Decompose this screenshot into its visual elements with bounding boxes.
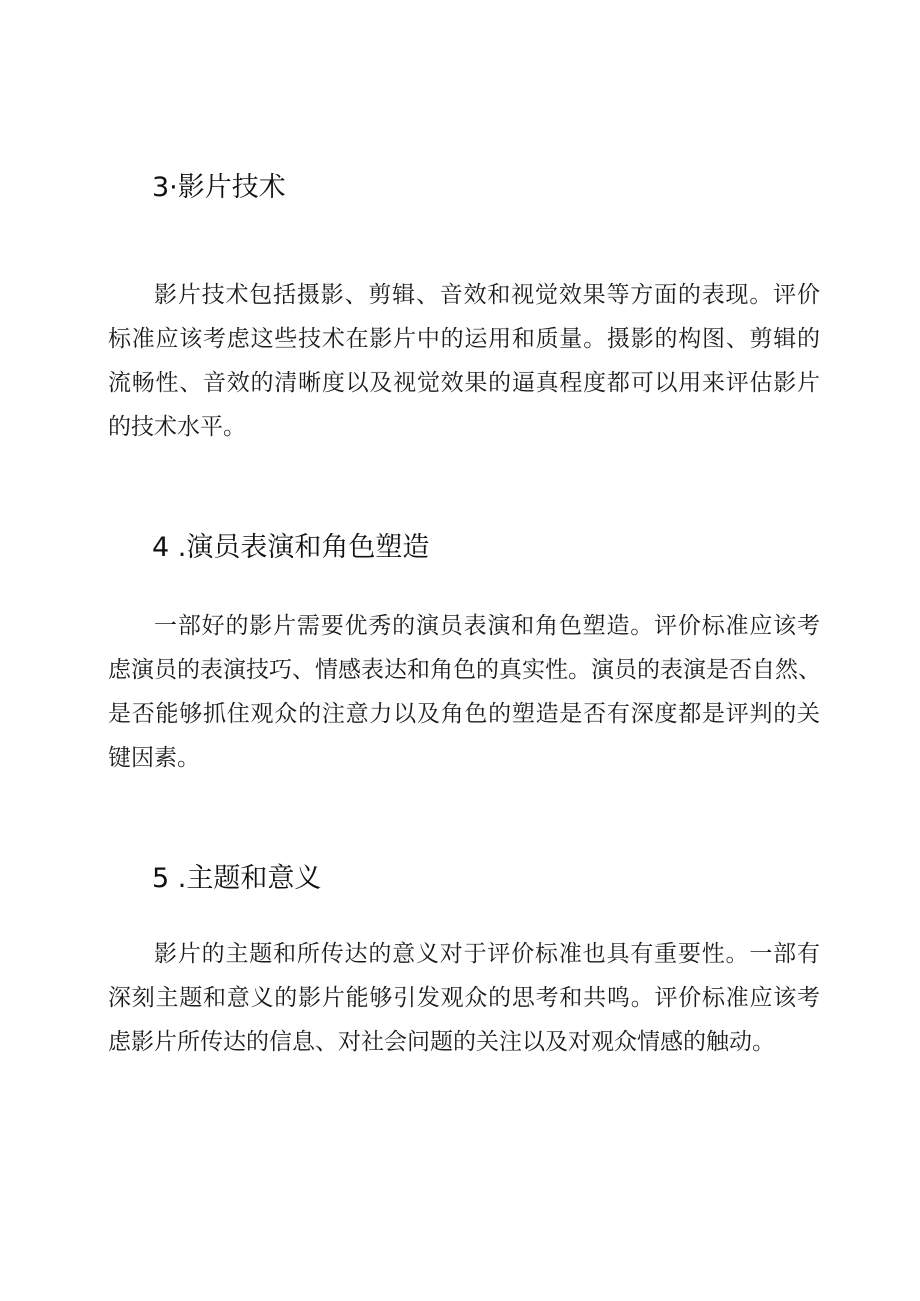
- paragraph-line: 一部好的影片需要优秀的演员表演和角色塑造。评价标准应该考: [154, 613, 820, 639]
- paragraph-line: 流畅性、音效的清晰度以及视觉效果的逼真程度都可以用来评估影片: [108, 370, 820, 396]
- paragraph-line: 影片技术包括摄影、剪辑、音效和视觉效果等方面的表现。评价: [154, 282, 820, 308]
- paragraph-line: 虑影片所传达的信息、对社会问题的关注以及对观众情感的触动。: [108, 1029, 775, 1055]
- paragraph-line: 影片的主题和所传达的意义对于评价标准也具有重要性。一部有: [154, 941, 820, 967]
- paragraph-line: 是否能够抓住观众的注意力以及角色的塑造是否有深度都是评判的关: [108, 701, 820, 727]
- section-heading-film-technique: 3·影片技术: [152, 172, 286, 203]
- paragraph-line: 键因素。: [108, 745, 200, 771]
- paragraph-line: 虑演员的表演技巧、情感表达和角色的真实性。演员的表演是否自然、: [108, 657, 821, 683]
- paragraph-line: 标准应该考虑这些技术在影片中的运用和质量。摄影的构图、剪辑的: [108, 326, 820, 352]
- section-paragraph-theme: [108, 932, 820, 1064]
- paragraph-line: 的技术水平。: [108, 414, 246, 440]
- section-heading-theme: 5 .主题和意义: [152, 863, 322, 894]
- section-paragraph-film-technique: [108, 273, 820, 449]
- section-paragraph-acting: [108, 604, 820, 780]
- paragraph-line: 深刻主题和意义的影片能够引发观众的思考和共鸣。评价标准应该考: [108, 985, 820, 1011]
- section-heading-acting: 4 .演员表演和角色塑造: [152, 532, 430, 563]
